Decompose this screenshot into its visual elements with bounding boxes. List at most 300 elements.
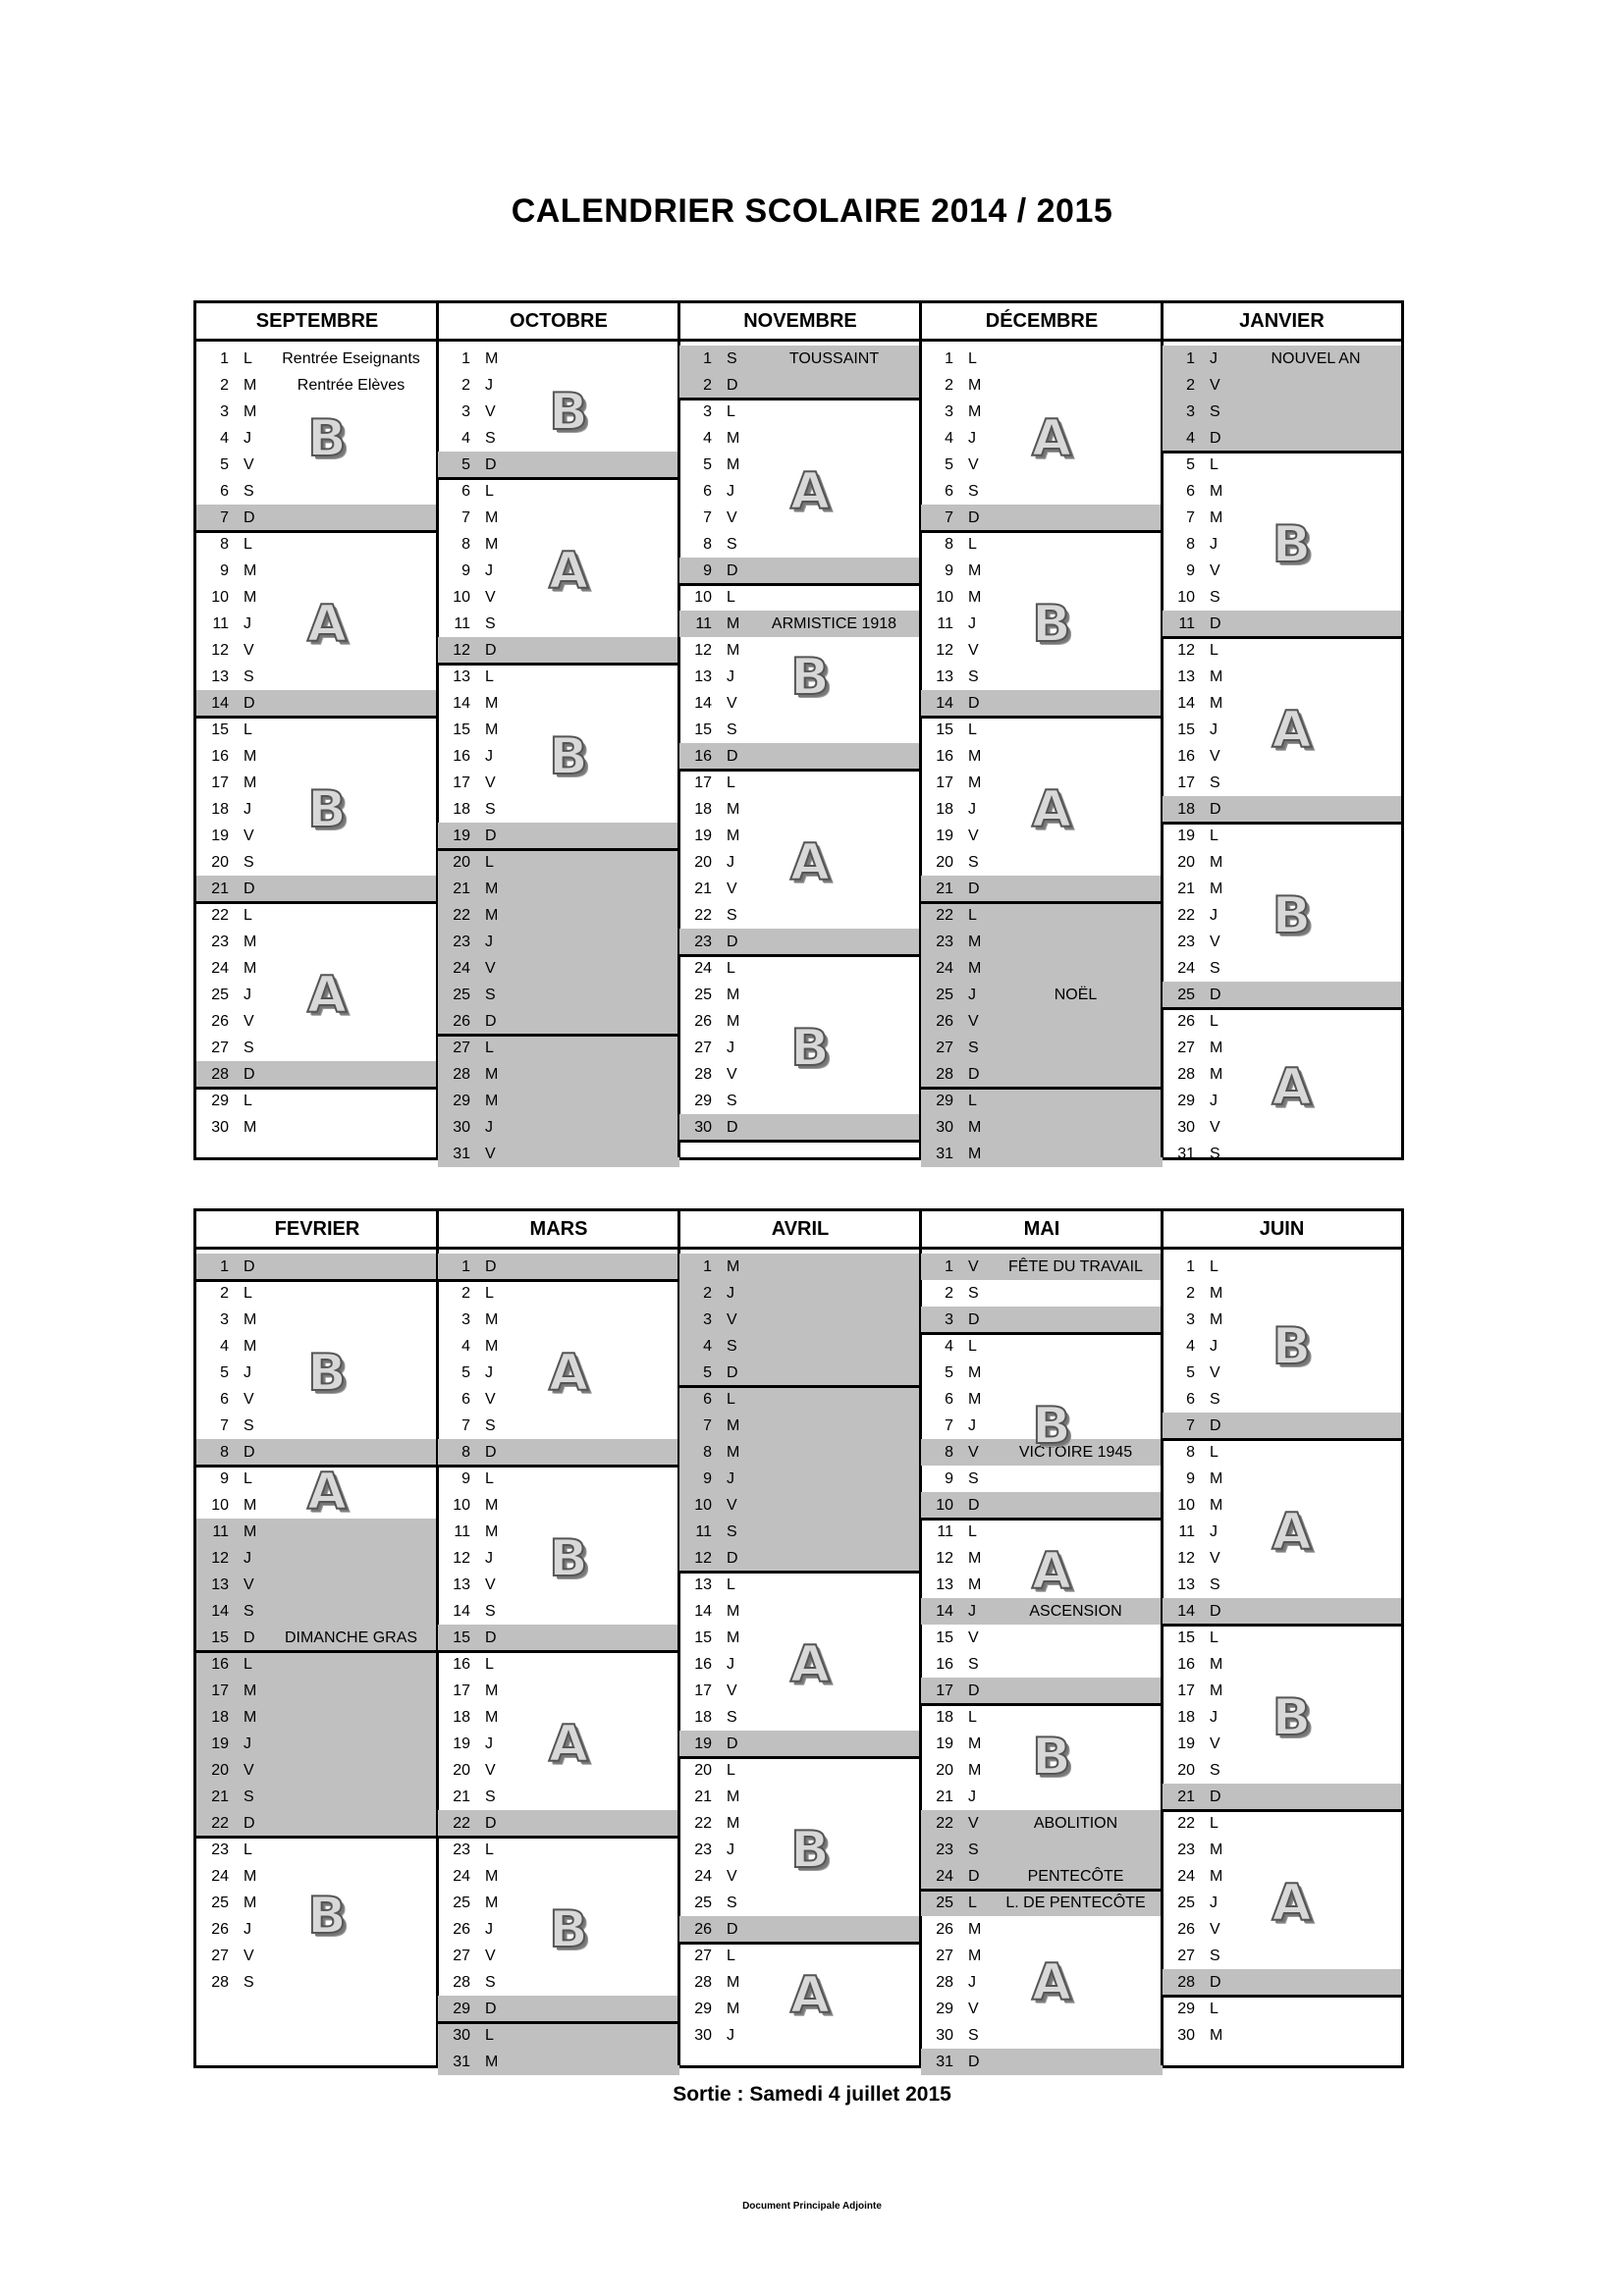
holiday-label: TOUSSAINT (788, 350, 880, 367)
day-number: 5 (220, 1364, 229, 1381)
day-letter: M (485, 1709, 499, 1726)
day-letter: M (727, 1789, 740, 1805)
day-number: 4 (1186, 1338, 1195, 1355)
day-row (1163, 1254, 1401, 1280)
week-separator (438, 848, 679, 851)
day-number: 2 (945, 377, 953, 394)
day-number: 21 (694, 881, 712, 897)
day-row (196, 531, 438, 558)
day-letter: S (485, 1417, 496, 1434)
day-number: 8 (461, 1444, 470, 1461)
day-row (921, 2022, 1163, 2049)
day-letter: S (244, 1603, 254, 1620)
day-row (921, 876, 1163, 902)
day-letter: L (1210, 2001, 1218, 2017)
day-number: 1 (461, 350, 470, 367)
day-number: 7 (1186, 509, 1195, 526)
day-letter: S (727, 1523, 737, 1540)
day-letter: M (727, 987, 740, 1003)
day-letter: S (727, 907, 737, 924)
day-letter: V (244, 642, 254, 659)
day-letter: V (244, 1948, 254, 1964)
day-number: 24 (211, 960, 229, 977)
day-number: 18 (453, 1709, 470, 1726)
day-letter: S (1210, 1146, 1220, 1162)
day-number: 3 (220, 403, 229, 420)
day-letter: S (968, 1656, 979, 1673)
day-number: 17 (453, 1682, 470, 1699)
day-row (921, 1651, 1163, 1678)
day-number: 5 (945, 456, 953, 473)
day-row (196, 1863, 438, 1890)
week-letter-a: A (548, 541, 589, 601)
day-letter: S (1210, 1762, 1220, 1779)
week-separator (438, 1836, 679, 1839)
week-letter-a: A (306, 594, 348, 654)
day-number: 17 (936, 774, 953, 791)
day-letter: M (727, 642, 740, 659)
day-letter: S (244, 854, 254, 871)
day-letter: L (244, 907, 252, 924)
day-number: 14 (1177, 695, 1195, 712)
day-row (438, 1008, 679, 1035)
day-letter: M (968, 589, 982, 606)
day-number: 29 (936, 2001, 953, 2017)
day-number: 20 (211, 1762, 229, 1779)
day-row (438, 955, 679, 982)
day-row (679, 770, 921, 796)
day-letter: V (244, 1013, 254, 1030)
day-number: 7 (461, 509, 470, 526)
week-separator (921, 1332, 1163, 1335)
day-row (921, 1916, 1163, 1943)
day-number: 15 (1177, 721, 1195, 738)
month-column (679, 1250, 921, 2065)
day-letter: J (727, 1040, 734, 1056)
day-letter: M (1210, 1868, 1223, 1885)
day-number: 19 (211, 828, 229, 844)
day-row (1163, 425, 1401, 452)
day-row (196, 1413, 438, 1439)
day-row (921, 1466, 1163, 1492)
day-number: 26 (936, 1921, 953, 1938)
week-separator (921, 1889, 1163, 1892)
day-letter: L (968, 1895, 977, 1911)
day-letter: M (727, 1974, 740, 1991)
day-row (438, 1466, 679, 1492)
day-number: 29 (936, 1093, 953, 1109)
day-letter: D (727, 1119, 738, 1136)
day-letter: S (968, 1842, 979, 1858)
day-letter: S (968, 2027, 979, 2044)
day-letter: J (244, 1550, 251, 1567)
day-row (679, 1360, 921, 1386)
day-row (1163, 1141, 1401, 1167)
day-number: 9 (461, 1470, 470, 1487)
day-number: 29 (694, 2001, 712, 2017)
day-letter: J (727, 2027, 734, 2044)
day-letter: L (1210, 1013, 1218, 1030)
day-letter: M (727, 1629, 740, 1646)
day-number: 20 (1177, 854, 1195, 871)
week-separator (679, 954, 921, 957)
day-number: 9 (703, 562, 712, 579)
day-number: 4 (703, 1338, 712, 1355)
day-letter: L (1210, 1815, 1218, 1832)
day-letter: S (244, 1789, 254, 1805)
day-letter: L (1210, 828, 1218, 844)
day-row (921, 1280, 1163, 1307)
day-letter: D (485, 828, 497, 844)
day-letter: M (485, 1895, 499, 1911)
week-separator (1163, 1007, 1401, 1010)
day-number: 27 (211, 1948, 229, 1964)
week-separator (196, 901, 438, 904)
day-letter: M (485, 1338, 499, 1355)
day-letter: M (1210, 1040, 1223, 1056)
day-letter: D (485, 1444, 497, 1461)
footer-note: Document Principale Adjointe (742, 2201, 882, 2212)
day-number: 18 (1177, 801, 1195, 818)
day-number: 17 (694, 774, 712, 791)
day-number: 23 (936, 1842, 953, 1858)
day-letter: M (727, 615, 740, 632)
day-letter: S (485, 801, 496, 818)
day-number: 21 (694, 1789, 712, 1805)
day-number: 26 (211, 1013, 229, 1030)
day-number: 15 (694, 721, 712, 738)
day-number: 20 (694, 1762, 712, 1779)
day-letter: M (968, 1364, 982, 1381)
day-number: 15 (694, 1629, 712, 1646)
day-row (679, 743, 921, 770)
day-letter: L (1210, 1258, 1218, 1275)
day-letter: S (1210, 589, 1220, 606)
day-number: 30 (453, 1119, 470, 1136)
day-number: 29 (1177, 2001, 1195, 2017)
day-letter: S (244, 483, 254, 500)
day-number: 13 (1177, 1576, 1195, 1593)
day-number: 2 (1186, 1285, 1195, 1302)
day-number: 24 (1177, 1868, 1195, 1885)
month-column (679, 342, 921, 1157)
day-number: 2 (220, 377, 229, 394)
day-letter: V (968, 1629, 979, 1646)
day-row (1163, 1008, 1401, 1035)
day-number: 22 (453, 907, 470, 924)
holiday-label: DIMANCHE GRAS (284, 1629, 418, 1646)
day-row (438, 1863, 679, 1890)
day-row (1163, 452, 1401, 478)
day-number: 16 (694, 1656, 712, 1673)
day-row (438, 478, 679, 505)
day-row (438, 929, 679, 955)
day-letter: M (968, 377, 982, 394)
day-row (1163, 982, 1401, 1008)
day-number: 26 (453, 1013, 470, 1030)
day-number: 14 (211, 1603, 229, 1620)
day-row (921, 1810, 1163, 1837)
month-name: OCTOBRE (510, 310, 608, 332)
day-number: 1 (945, 350, 953, 367)
day-number: 13 (211, 668, 229, 685)
day-letter: V (485, 960, 496, 977)
day-row (921, 1784, 1163, 1810)
day-number: 1 (945, 1258, 953, 1275)
day-row (679, 1704, 921, 1731)
day-letter: S (727, 1093, 737, 1109)
day-number: 1 (220, 1258, 229, 1275)
day-number: 17 (1177, 1682, 1195, 1699)
day-letter: V (727, 509, 737, 526)
day-letter: V (968, 1013, 979, 1030)
day-row (921, 743, 1163, 770)
day-letter: L (968, 1523, 977, 1540)
day-letter: M (727, 1258, 740, 1275)
week-letter-b: B (1272, 1316, 1312, 1376)
day-letter: S (968, 483, 979, 500)
day-letter: M (1210, 1497, 1223, 1514)
day-letter: L (1210, 456, 1218, 473)
day-letter: D (968, 1066, 980, 1083)
day-number: 10 (1177, 589, 1195, 606)
day-number: 7 (703, 1417, 712, 1434)
day-letter: V (727, 1682, 737, 1699)
day-number: 27 (1177, 1948, 1195, 1964)
day-letter: V (727, 1066, 737, 1083)
day-letter: V (485, 1576, 496, 1593)
day-row (196, 1254, 438, 1280)
day-letter: V (1210, 377, 1220, 394)
day-letter: J (1210, 1709, 1218, 1726)
day-letter: L (485, 668, 494, 685)
day-letter: D (1210, 430, 1221, 447)
day-row (1163, 1386, 1401, 1413)
day-number: 9 (220, 562, 229, 579)
day-row (196, 1943, 438, 1969)
day-row (1163, 1810, 1401, 1837)
day-row (921, 902, 1163, 929)
day-number: 10 (211, 1497, 229, 1514)
day-number: 10 (453, 589, 470, 606)
day-letter: D (968, 881, 980, 897)
day-row (438, 796, 679, 823)
day-number: 9 (703, 1470, 712, 1487)
day-letter: M (1210, 1066, 1223, 1083)
day-letter: S (1210, 960, 1220, 977)
week-letter-a: A (1272, 1873, 1312, 1933)
day-letter: S (485, 1789, 496, 1805)
day-row (1163, 849, 1401, 876)
day-number: 29 (211, 1093, 229, 1109)
day-letter: J (1210, 1093, 1218, 1109)
day-number: 30 (936, 2027, 953, 2044)
day-number: 10 (694, 589, 712, 606)
day-row (679, 1916, 921, 1943)
day-letter: M (1210, 1311, 1223, 1328)
day-number: 18 (694, 1709, 712, 1726)
week-separator (679, 769, 921, 772)
day-number: 21 (453, 881, 470, 897)
day-number: 17 (211, 774, 229, 791)
day-letter: M (485, 1682, 499, 1699)
day-row (921, 1061, 1163, 1088)
day-number: 18 (211, 801, 229, 818)
day-number: 20 (936, 854, 953, 871)
day-row (196, 478, 438, 505)
day-letter: D (727, 1735, 738, 1752)
day-number: 12 (1177, 642, 1195, 659)
day-number: 2 (461, 377, 470, 394)
week-separator (438, 663, 679, 666)
day-row (196, 1519, 438, 1545)
month-name: DÉCEMBRE (985, 310, 1099, 332)
day-number: 12 (211, 1550, 229, 1567)
month-column (438, 1250, 679, 2070)
day-number: 29 (1177, 1093, 1195, 1109)
day-letter: M (968, 748, 982, 765)
day-number: 1 (703, 350, 712, 367)
day-letter: M (727, 1013, 740, 1030)
day-number: 20 (211, 854, 229, 871)
day-number: 6 (703, 1391, 712, 1408)
day-letter: L (968, 1709, 977, 1726)
day-letter: V (1210, 1364, 1220, 1381)
day-number: 13 (1177, 668, 1195, 685)
day-letter: M (244, 403, 257, 420)
day-letter: S (727, 1895, 737, 1911)
day-number: 8 (703, 536, 712, 553)
day-letter: D (244, 509, 255, 526)
day-row (1163, 823, 1401, 849)
day-number: 2 (461, 1285, 470, 1302)
day-number: 13 (694, 668, 712, 685)
day-number: 28 (936, 1066, 953, 1083)
day-letter: M (727, 1815, 740, 1832)
day-row (921, 1008, 1163, 1035)
day-letter: V (727, 1497, 737, 1514)
day-row (921, 505, 1163, 531)
day-letter: D (727, 1921, 738, 1938)
day-number: 23 (453, 934, 470, 950)
day-letter: J (1210, 536, 1218, 553)
day-letter: J (968, 1974, 976, 1991)
day-row (679, 1280, 921, 1307)
day-letter: D (1210, 1417, 1221, 1434)
day-row (921, 346, 1163, 372)
day-number: 6 (220, 483, 229, 500)
day-row (196, 849, 438, 876)
day-letter: V (1210, 934, 1220, 950)
month-name: SEPTEMBRE (255, 310, 379, 332)
day-row (921, 531, 1163, 558)
day-row (679, 346, 921, 372)
week-letter-a: A (306, 1463, 348, 1522)
day-number: 24 (694, 960, 712, 977)
week-separator (438, 477, 679, 480)
day-letter: V (244, 828, 254, 844)
day-letter: S (244, 1040, 254, 1056)
day-letter: L (968, 721, 977, 738)
day-number: 14 (936, 1603, 953, 1620)
day-letter: D (244, 1444, 255, 1461)
day-number: 11 (695, 1523, 712, 1540)
day-row (196, 1035, 438, 1061)
day-letter: J (1210, 350, 1218, 367)
day-letter: D (244, 881, 255, 897)
day-row (438, 1088, 679, 1114)
day-number: 27 (1177, 1040, 1195, 1056)
month-name: FEVRIER (274, 1218, 360, 1240)
day-number: 13 (453, 668, 470, 685)
week-separator (921, 716, 1163, 719)
day-letter: M (244, 960, 257, 977)
day-number: 6 (220, 1391, 229, 1408)
day-number: 28 (1177, 1066, 1195, 1083)
week-letter-b: B (1032, 594, 1071, 654)
week-separator (438, 1034, 679, 1037)
day-letter: M (968, 403, 982, 420)
day-letter: D (244, 1629, 255, 1646)
month-column (921, 1250, 1163, 2070)
day-number: 22 (1177, 1815, 1195, 1832)
day-number: 16 (936, 748, 953, 765)
day-row (438, 1678, 679, 1704)
week-letter-a: A (548, 1343, 589, 1403)
day-letter: M (244, 1709, 257, 1726)
day-letter: S (1210, 774, 1220, 791)
day-letter: J (485, 1921, 493, 1938)
day-number: 28 (453, 1974, 470, 1991)
day-number: 19 (936, 1735, 953, 1752)
day-row (921, 1088, 1163, 1114)
day-number: 4 (945, 430, 953, 447)
day-row (196, 1572, 438, 1598)
week-letter-a: A (1031, 1542, 1072, 1601)
day-letter: S (727, 536, 737, 553)
day-row (1163, 1413, 1401, 1439)
day-row (196, 1731, 438, 1757)
day-number: 13 (936, 1576, 953, 1593)
day-number: 14 (211, 695, 229, 712)
day-number: 13 (936, 668, 953, 685)
day-letter: J (485, 1119, 493, 1136)
day-letter: M (485, 881, 499, 897)
day-letter: L (968, 1338, 977, 1355)
day-row (196, 1704, 438, 1731)
month-name: MARS (529, 1218, 588, 1240)
day-letter: L (727, 1576, 735, 1593)
week-separator (921, 1087, 1163, 1090)
day-number: 16 (453, 748, 470, 765)
day-number: 28 (211, 1066, 229, 1083)
day-number: 1 (1186, 350, 1195, 367)
day-number: 24 (694, 1868, 712, 1885)
day-number: 19 (1177, 1735, 1195, 1752)
day-number: 18 (936, 801, 953, 818)
month-column (196, 1250, 438, 2065)
day-letter: L (1210, 1444, 1218, 1461)
day-letter: M (485, 721, 499, 738)
day-row (1163, 1114, 1401, 1141)
day-row (196, 1545, 438, 1572)
day-row (1163, 1996, 1401, 2022)
day-letter: M (485, 1066, 499, 1083)
day-row (921, 717, 1163, 743)
day-letter: J (968, 1789, 976, 1805)
day-number: 3 (945, 403, 953, 420)
day-letter: L (485, 854, 494, 871)
